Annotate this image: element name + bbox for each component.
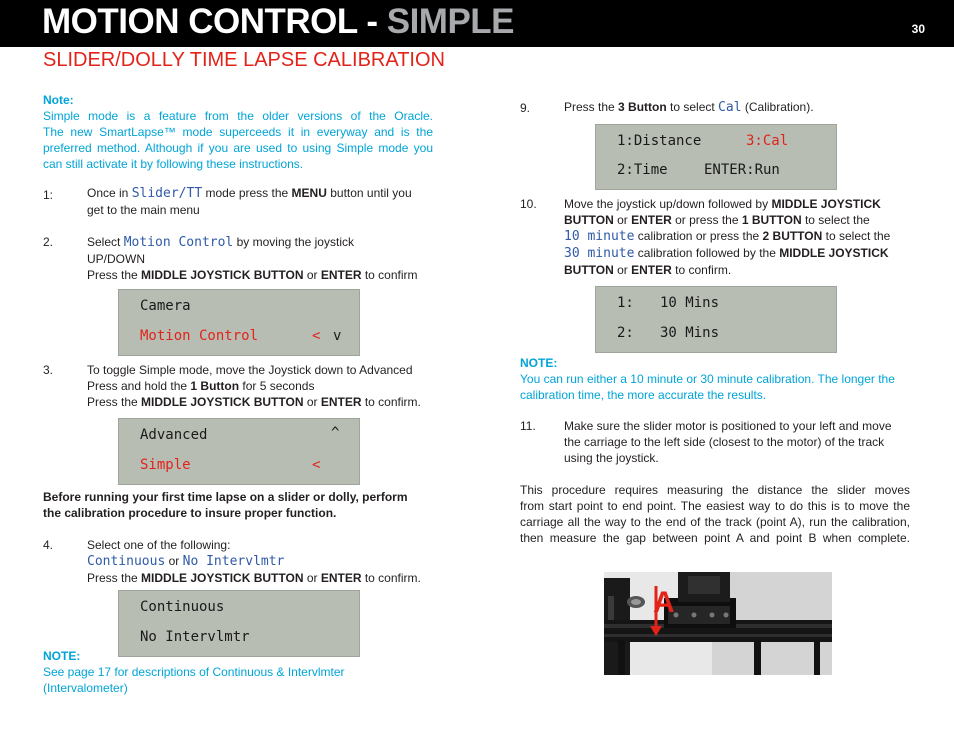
button-label: BUTTON <box>564 213 614 227</box>
step-3-line3-post: to confirm. <box>361 395 421 409</box>
lcd-cursor-arrow: < <box>312 457 321 473</box>
lcd-row: 10 Mins <box>660 295 720 311</box>
step-4-line1: Select one of the following: <box>87 538 231 552</box>
note-line: can still activate it by following these instructions. <box>43 157 304 171</box>
step-2-number: 2. <box>43 235 54 249</box>
step-11-line: using the joystick. <box>564 451 659 465</box>
lcd-scroll-down-indicator: v <box>333 328 342 344</box>
step-10-number: 10. <box>520 197 537 211</box>
lcd-label-no-intervlmtr: No Intervlmtr <box>182 554 285 569</box>
middle-joystick-label: MIDDLE JOYSTICK <box>779 246 889 260</box>
procedure-line: This procedure requires measuring the distance the slider moves <box>520 483 910 497</box>
step-11-line: Make sure the slider motor is positioned to your left and move <box>564 419 892 433</box>
step-2-text <box>87 234 432 283</box>
slider-carriage-illustration <box>604 572 832 675</box>
note-3-line: You can run either a 10 minute or 30 minute calibration. The longer the <box>520 372 895 386</box>
lcd-row: 1:Distance <box>617 133 702 149</box>
lcd-display-calibration-menu <box>595 124 837 190</box>
lcd-scroll-up-indicator: ^ <box>331 425 340 441</box>
step-10-l3-mid: calibration or press the <box>634 229 763 243</box>
step-2-pre: Select <box>87 235 124 249</box>
lcd-display-duration-select <box>595 286 837 353</box>
lcd-label-30-minute: 30 minute <box>564 246 635 261</box>
note-line: preferred method. Although if you are used to using Simple mode you <box>43 141 433 155</box>
step-1-text <box>87 185 432 218</box>
step-4-number: 4. <box>43 538 54 552</box>
note-3-line: calibration time, the more accurate the results. <box>520 388 767 402</box>
middle-joystick-label: MIDDLE JOYSTICK BUTTON <box>141 268 304 282</box>
note-3-heading: NOTE: <box>520 356 558 370</box>
step-11-number: 11. <box>520 419 536 433</box>
step-3-text <box>87 362 432 410</box>
enter-label: ENTER <box>631 213 672 227</box>
lcd-display-main-menu <box>118 289 360 356</box>
lcd-row: 30 Mins <box>660 325 720 341</box>
section-subtitle: SLIDER/DOLLY TIME LAPSE CALIBRATION <box>43 49 445 71</box>
lcd-row-number: 1: <box>617 295 634 311</box>
step-10-l5-post: to confirm. <box>671 263 732 277</box>
lcd-row-number: 2: <box>617 325 634 341</box>
one-button-label: 1 Button <box>190 379 240 393</box>
one-button-label: 1 BUTTON <box>741 213 802 227</box>
lcd-row-selected: Motion Control <box>140 328 259 344</box>
step-11-line: the carriage to the left side (closest to the motor) of the track <box>564 435 885 449</box>
or-text: or <box>303 395 321 409</box>
or-text: or <box>303 268 321 282</box>
note-3-body <box>520 371 920 403</box>
warning-line: the calibration procedure to insure proper function. <box>43 506 337 520</box>
step-10-l4-mid: calibration followed by the <box>634 246 780 260</box>
lcd-row: Camera <box>140 298 191 314</box>
step-1-post: button until you <box>326 186 412 200</box>
lcd-label-motion-control: Motion Control <box>123 235 234 250</box>
procedure-line: carriage all the way to the end of the track (point A), run the calibration, <box>520 515 910 529</box>
step-4-line3-post: to confirm. <box>361 571 421 585</box>
note-2-heading: NOTE: <box>43 649 81 663</box>
step-2-post: by moving the joystick <box>233 235 354 249</box>
step-4-text <box>87 537 432 586</box>
lcd-label-cal: Cal <box>718 100 742 115</box>
step-2-line3-post: to confirm <box>361 268 418 282</box>
middle-joystick-label: MIDDLE JOYSTICK BUTTON <box>141 395 304 409</box>
note-line: The new SmartLapse™ mode superceeds it in everyway and is the <box>43 125 433 139</box>
step-3-line2-pre: Press and hold the <box>87 379 191 393</box>
note-line: Simple mode is a feature from the older versions of the Oracle. <box>43 109 433 123</box>
or-text: or <box>613 213 632 227</box>
enter-label: ENTER <box>320 571 362 585</box>
lcd-label-10-minute: 10 minute <box>564 229 635 244</box>
three-button-label: 3 Button <box>618 100 667 114</box>
step-9-post: (Calibration). <box>741 100 814 114</box>
slider-carriage-photo <box>604 572 832 675</box>
step-9-pre: Press the <box>564 100 619 114</box>
step-10-l1-pre: Move the joystick up/down followed by <box>564 197 772 211</box>
or-text: or <box>613 263 632 277</box>
lcd-row-selected: Simple <box>140 457 191 473</box>
step-1-mid: mode press the <box>202 186 292 200</box>
step-10-text <box>564 196 912 278</box>
lcd-row: ENTER:Run <box>704 162 780 178</box>
procedure-paragraph <box>520 482 910 546</box>
warning-line: Before running your first time lapse on a slider or dolly, perform <box>43 490 408 504</box>
lcd-row-selected: 3:Cal <box>746 133 789 149</box>
lcd-display-advanced-menu <box>118 418 360 485</box>
step-2-line3-pre: Press the <box>87 268 142 282</box>
step-1-number: 1: <box>43 188 54 202</box>
point-a-label: A <box>653 586 675 619</box>
note-body <box>43 108 433 172</box>
procedure-line: then measure the gap between point A and point B when complete. <box>520 531 910 545</box>
step-9-mid: to select <box>666 100 719 114</box>
two-button-label: 2 BUTTON <box>762 229 823 243</box>
note-heading: Note: <box>43 93 74 107</box>
step-9-text <box>564 99 814 116</box>
page-title-main: MOTION CONTROL - <box>42 2 387 41</box>
step-1-pre: Once in <box>87 186 132 200</box>
step-3-line3-pre: Press the <box>87 395 142 409</box>
procedure-line: from start point to end point. The easiest way to do this is to move the <box>520 499 910 513</box>
step-3-line1: To toggle Simple mode, move the Joystick down to Advanced <box>87 363 413 377</box>
page-number: 30 <box>911 22 925 36</box>
or-text: or <box>303 571 321 585</box>
enter-label: ENTER <box>631 263 672 277</box>
or-text: or <box>165 554 183 568</box>
step-4-line3-pre: Press the <box>87 571 142 585</box>
step-3-line2-post: for 5 seconds <box>239 379 315 393</box>
step-10-l3-post: to select the <box>822 229 891 243</box>
step-9-number: 9. <box>520 101 531 115</box>
step-1-line2: get to the main menu <box>87 203 200 217</box>
calibration-warning <box>43 489 433 521</box>
step-3-number: 3. <box>43 363 54 377</box>
step-2-line2: UP/DOWN <box>87 252 145 266</box>
note-2-line: See page 17 for descriptions of Continuous & Intervlmter <box>43 665 345 679</box>
lcd-display-mode-select <box>118 590 360 657</box>
menu-label: MENU <box>291 186 327 200</box>
page-title-accent: SIMPLE <box>386 2 515 41</box>
lcd-row: No Intervlmtr <box>140 629 250 645</box>
enter-label: ENTER <box>320 395 362 409</box>
header-bar <box>0 0 954 47</box>
button-label: BUTTON <box>564 263 614 277</box>
step-11-text <box>564 418 914 466</box>
lcd-row: Advanced <box>140 427 208 443</box>
lcd-label-continuous: Continuous <box>87 554 166 569</box>
enter-label: ENTER <box>320 268 362 282</box>
lcd-row: Continuous <box>140 599 225 615</box>
note-2-line: (Intervalometer) <box>43 681 128 695</box>
note-2-body <box>43 664 433 696</box>
middle-joystick-label: MIDDLE JOYSTICK BUTTON <box>141 571 304 585</box>
step-10-l2-mid: or press the <box>671 213 742 227</box>
lcd-row: 2:Time <box>617 162 668 178</box>
page-title <box>42 2 514 42</box>
lcd-label-slider-tt: Slider/TT <box>131 186 203 201</box>
lcd-cursor-arrow: < <box>312 328 321 344</box>
middle-joystick-label: MIDDLE JOYSTICK <box>771 197 881 211</box>
step-10-l2-post: to select the <box>801 213 870 227</box>
